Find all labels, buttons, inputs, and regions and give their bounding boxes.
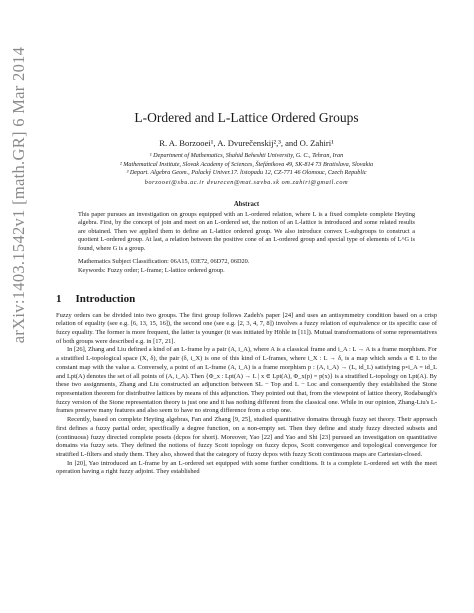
- affiliation-2: ² Mathematical Institute, Slovak Academy of Sciences, Štefánikova 49, SK-814 73 Bratislava, Slovakia: [119, 160, 374, 168]
- arxiv-id-text: arXiv:1403.1542v1 [math.GR] 6 Mar 2014: [9, 46, 29, 344]
- abstract-heading: Abstract: [233, 200, 260, 208]
- msc-classification: Mathematics Subject Classification: 06A15, 03E72, 06D72, 06D20.: [78, 258, 250, 266]
- section-title: Introduction: [75, 292, 136, 305]
- affiliation-3: ³ Depart. Algebra Geom., Palacký Univer.17. listopadu 12, CZ-771 46 Olomouc, Czech Republic: [126, 169, 367, 176]
- abstract-text: This paper pursues an investigation on groups equipped with an L-ordered relation, where L is a fixed complete complete Heyting algebra. First, by the concept of join and meet on an L-ordered set, the notion of an L-lattice is introduced and some related results are obtained. Then we applied them to define an L-lattice ordered group. We also introduce convex L-subgroups to construct a quotient L-ordered group. At last, a relation between the positive cone of an L-ordered group and special type of elements of L^G is found, where G is a group.: [78, 210, 415, 252]
- author-emails: borzooei@sbu.ac.ir dvurecen@mat.savba.sk om.zahiri@gmail.com: [144, 178, 349, 186]
- arxiv-identifier: [8, 30, 30, 360]
- section-heading: [56, 293, 437, 305]
- keywords: Keywords: Fuzzy order; L-frame; L-lattice ordered group.: [78, 267, 225, 275]
- section-number: 1: [56, 292, 62, 305]
- paragraph-1: Fuzzy orders can be divided into two groups. The first group follows Zadeh's paper [24] and uses an antisymmetry condition based on a crisp relation of equality (see e.g. [6, 13, 15, 16]), the second one (see e.g. [2, 3, 4, 7, 8]) involves a fuzzy relation of equivalence or its specific case of fuzzy equality. The former is more frequent, the latter is younger (it was initiated by Höhle in [11]). Mutual transformations of some representatives of both groups were described e.g. in [17, 21].: [56, 311, 437, 345]
- paragraph-2: In [26], Zhang and Liu defined a kind of an L-frame by a pair (A, i_A), where A is a classical frame and i_A : L → A is a frame morphism. For a stratified L-topological space (X, δ), the pair (δ, i_X) is one of this kind of L-frames, where i_X : L → δ, is a map which sends a ∈ L to the constant map with the value a. Conversely, a point of an L-frame (A, i_A) is a frame morphism p : (A, i_A) → (L, id_L) satisfying p∘i_A = id_L and Lpt(A) denotes the set of all points of (A, i_A). Then {Φ_x : Lpt(A) → L | x ∈ Lpt(A), Φ_x(p) = p(x)} is a stratified L-topology on Lpt(A). By these two assignments, Zhang and Liu constructed an adjunction between SL − Top and L − Loc and consequently they established the Stone representation theorem for distributive lattices by means of this adjunction. They pointed out that, from the viewpoint of lattice theory, Rodabaugh's fuzzy version of the Stone representation theory is just one and it has nothing different from the classical one. While in our opinion, Zhang-Liu's L-frames preserve many features and also seem to have no strong difference from a crisp one.: [56, 346, 437, 415]
- affiliation-1: ¹ Department of Mathematics, Shahid Beheshti University, G. C., Tehran, Iran: [149, 152, 344, 159]
- author-list: R. A. Borzooei¹, A. Dvurečenskij²,³, and O. Zahiri¹: [159, 138, 334, 148]
- paragraph-3: Recently, based on complete Heyting algebras, Fan and Zhang [9, 25], studied quantitative domains through fuzzy set theory. Their approach first defines a fuzzy partial order, specifically a degree function, on a non-empty set. Then they define and study fuzzy directed subsets and (continuous) fuzzy directed complete posets (dcpos for short). Moreover, Yao [22] and Yao and Shi [23] pursued an investigation on quantitative domains via fuzzy sets. They defined the notions of fuzzy Scott topology on fuzzy dcpos, Scott convergence and topological convergence for stratified L-filters and study them. They also, showed that the category of fuzzy dcpos with fuzzy Scott continuous maps are Cartesian-closed.: [56, 416, 437, 458]
- paragraph-4: In [20], Yao introduced an L-frame by an L-ordered set equipped with some further conditions. It is a complete L-ordered set with the meet operation having a right fuzzy adjoint. They established: [56, 459, 437, 476]
- paper-title: L-Ordered and L-Lattice Ordered Groups: [134, 110, 359, 125]
- section-body: [56, 312, 437, 477]
- paper-page: [56, 110, 437, 477]
